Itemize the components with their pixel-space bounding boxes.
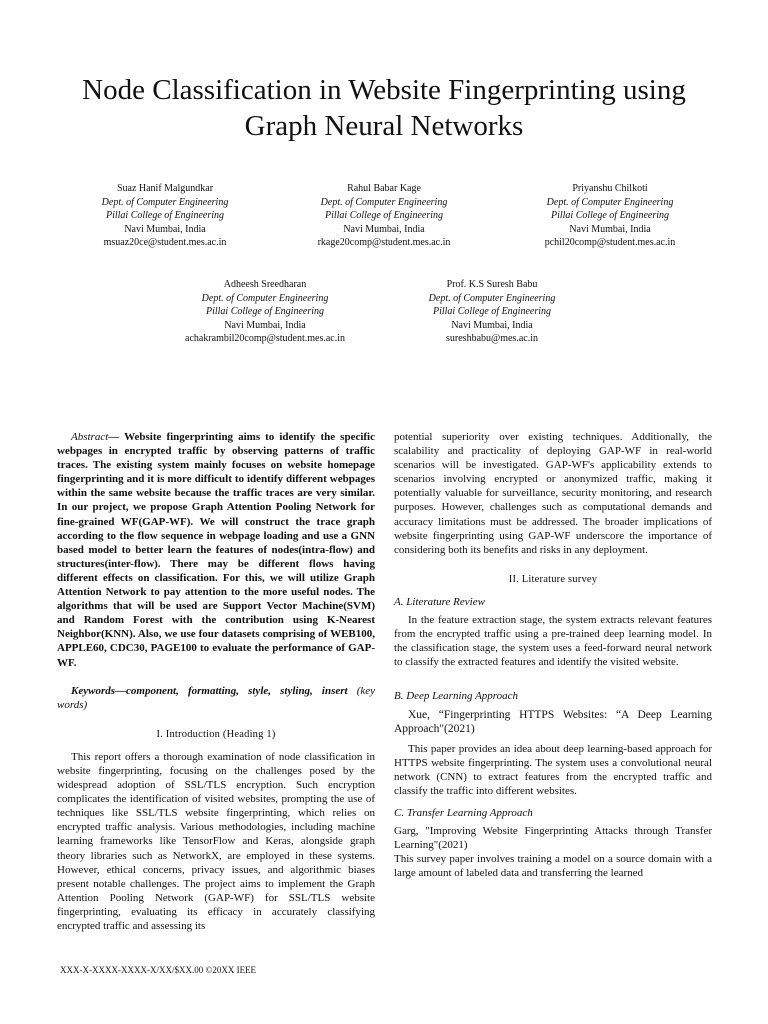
subheading-deep-learning: B. Deep Learning Approach <box>394 690 519 703</box>
author-location: Navi Mumbai, India <box>343 223 425 235</box>
author-email: msuaz20ce@student.mes.ac.in <box>103 237 227 248</box>
author-dept: Dept. of Computer Engineering <box>428 292 556 304</box>
author-email: achakrambil20comp@student.mes.ac.in <box>185 333 345 344</box>
title-line-2: Graph Neural Networks <box>244 110 524 142</box>
author-dept: Dept. of Computer Engineering <box>201 292 329 304</box>
author-email: rkage20comp@student.mes.ac.in <box>317 237 451 248</box>
paper-title <box>40 72 728 144</box>
author-dept: Dept. of Computer Engineering <box>101 196 229 208</box>
author-college: Pillai College of Engineering <box>105 210 225 221</box>
author-name: Suaz Hanif Malgundkar <box>116 183 214 194</box>
subheading-literature-review: A. Literature Review <box>394 595 485 608</box>
author-college: Pillai College of Engineering <box>550 210 670 221</box>
author-name: Rahul Babar Kage <box>347 183 421 194</box>
author-college: Pillai College of Engineering <box>205 306 325 317</box>
footer-copyright: XXX-X-XXXX-XXXX-X/XX/$XX.00 ©20XX IEEE <box>60 965 257 975</box>
keywords-note: (key words) <box>57 684 376 711</box>
author-email: pchil20comp@student.mes.ac.in <box>544 237 676 248</box>
transfer-learning-text: This survey paper involves training a model on a source domain with a large amount of labeled data and transferring the learned <box>394 853 712 880</box>
author-location: Navi Mumbai, India <box>451 319 533 331</box>
author-block-2 <box>264 182 504 250</box>
author-name: Priyanshu Chilkoti <box>572 183 648 194</box>
deep-learning-reference: Xue, “Fingerprinting HTTPS Websites: “A Deep Learning Approach"(2021) <box>394 708 712 735</box>
right-column <box>394 430 712 881</box>
author-location: Navi Mumbai, India <box>224 319 306 331</box>
author-dept: Dept. of Computer Engineering <box>546 196 674 208</box>
abstract-text: — Website fingerprinting aims to identify the specific webpages in encrypted traffic by observing patterns of traffic traces. The existing system mainly focuses on website homepage fingerprinting and it is more difficult to identify different webpages within the same website because the traffic traces are very similar. In our project, we propose Graph Attention Pooling Network for fine-grained WF(GAP-WF). We will construct the trace graph according to the flow sequence in webpage loading and use a GNN based model to better learn the features of nodes(intra-flow) and structures(inter-flow). There may be different flows having different effects on classification. For this, we will utilize Graph Attention Network to pay attention to the more useful nodes. The algorithms that will be used are Support Vector Machine(SVM) and Random Forest with the contribution using K-Nearest Neighbor(KNN). Also, we use four datasets comprising of WEB100, APPLE60, CDC30, PAGE100 to evaluate the performance of GAP-WF. <box>57 431 375 669</box>
author-location: Navi Mumbai, India <box>569 223 651 235</box>
literature-heading: II. Literature survey <box>508 573 598 585</box>
abstract-label: Abstract <box>71 431 109 443</box>
author-name: Adheesh Sreedharan <box>223 279 307 290</box>
title-line-1: Node Classification in Website Fingerprinting using <box>82 74 686 106</box>
literature-review-text: In the feature extraction stage, the system extracts relevant features from the encrypted traffic using a pre-trained deep learning model. In the classification stage, the system uses a feed-forward neural network to classify the extracted features and identify the visited website. <box>394 614 712 669</box>
abstract <box>57 430 375 670</box>
author-location: Navi Mumbai, India <box>124 223 206 235</box>
keywords <box>57 684 375 712</box>
author-dept: Dept. of Computer Engineering <box>320 196 448 208</box>
intro-heading: I. Introduction (Heading 1) <box>156 728 276 740</box>
author-email: sureshbabu@mes.ac.in <box>446 333 538 344</box>
left-column <box>57 430 375 933</box>
author-block-3 <box>490 182 730 250</box>
author-name: Prof. K.S Suresh Babu <box>446 279 538 290</box>
author-block-4 <box>145 278 385 346</box>
intro-paragraph: This report offers a thorough examination of node classification in website fingerprinting, focusing on the challenges posed by the widespread adoption of SSL/TLS encryption. Such encryption complicates the identification of visited websites, prompting the use of techniques like SSL/TLS website fingerprinting, which relies on encrypted traffic analysis. Various methodologies, including machine learning frameworks like TensorFlow and Keras, alongside graph theory libraries such as NetworkX, are employed in these systems. However, ethical concerns, privacy issues, and algorithmic biases present notable challenges. The project aims to implement the Graph Attention Pooling Network (GAP-WF) for SSL/TLS website fingerprinting, evaluating its efficacy in accurately classifying encrypted traffic and assessing its <box>57 750 375 932</box>
keywords-label: Keywords—component, formatting, style, styling, insert <box>71 684 348 697</box>
author-college: Pillai College of Engineering <box>432 306 552 317</box>
transfer-learning-reference: Garg, "Improving Website Fingerprinting Attacks through Transfer Learning"(2021) <box>394 825 712 852</box>
intro-continuation: potential superiority over existing techniques. Additionally, the scalability and practicality of deploying GAP-WF in real-world scenarios will be investigated. GAP-WF's applicability extends to scenarios involving encrypted or anonymized traffic, making it potentially valuable for surveillance, security monitoring, and research purposes. However, challenges such as computational demands and accuracy limitations must be addressed. The broader implications of website fingerprinting using GAP-WF underscore the importance of considering both its benefits and risks in any deployment. <box>394 431 712 556</box>
author-college: Pillai College of Engineering <box>324 210 444 221</box>
deep-learning-text: This paper provides an idea about deep learning-based approach for HTTPS website fingerprinting. The system uses a convolutional neural network (CNN) to extract features from the encrypted traffic and classify the traffic into different websites. <box>394 742 712 797</box>
author-block-5 <box>372 278 612 346</box>
subheading-transfer-learning: C. Transfer Learning Approach <box>394 807 533 820</box>
author-block-1 <box>45 182 285 250</box>
